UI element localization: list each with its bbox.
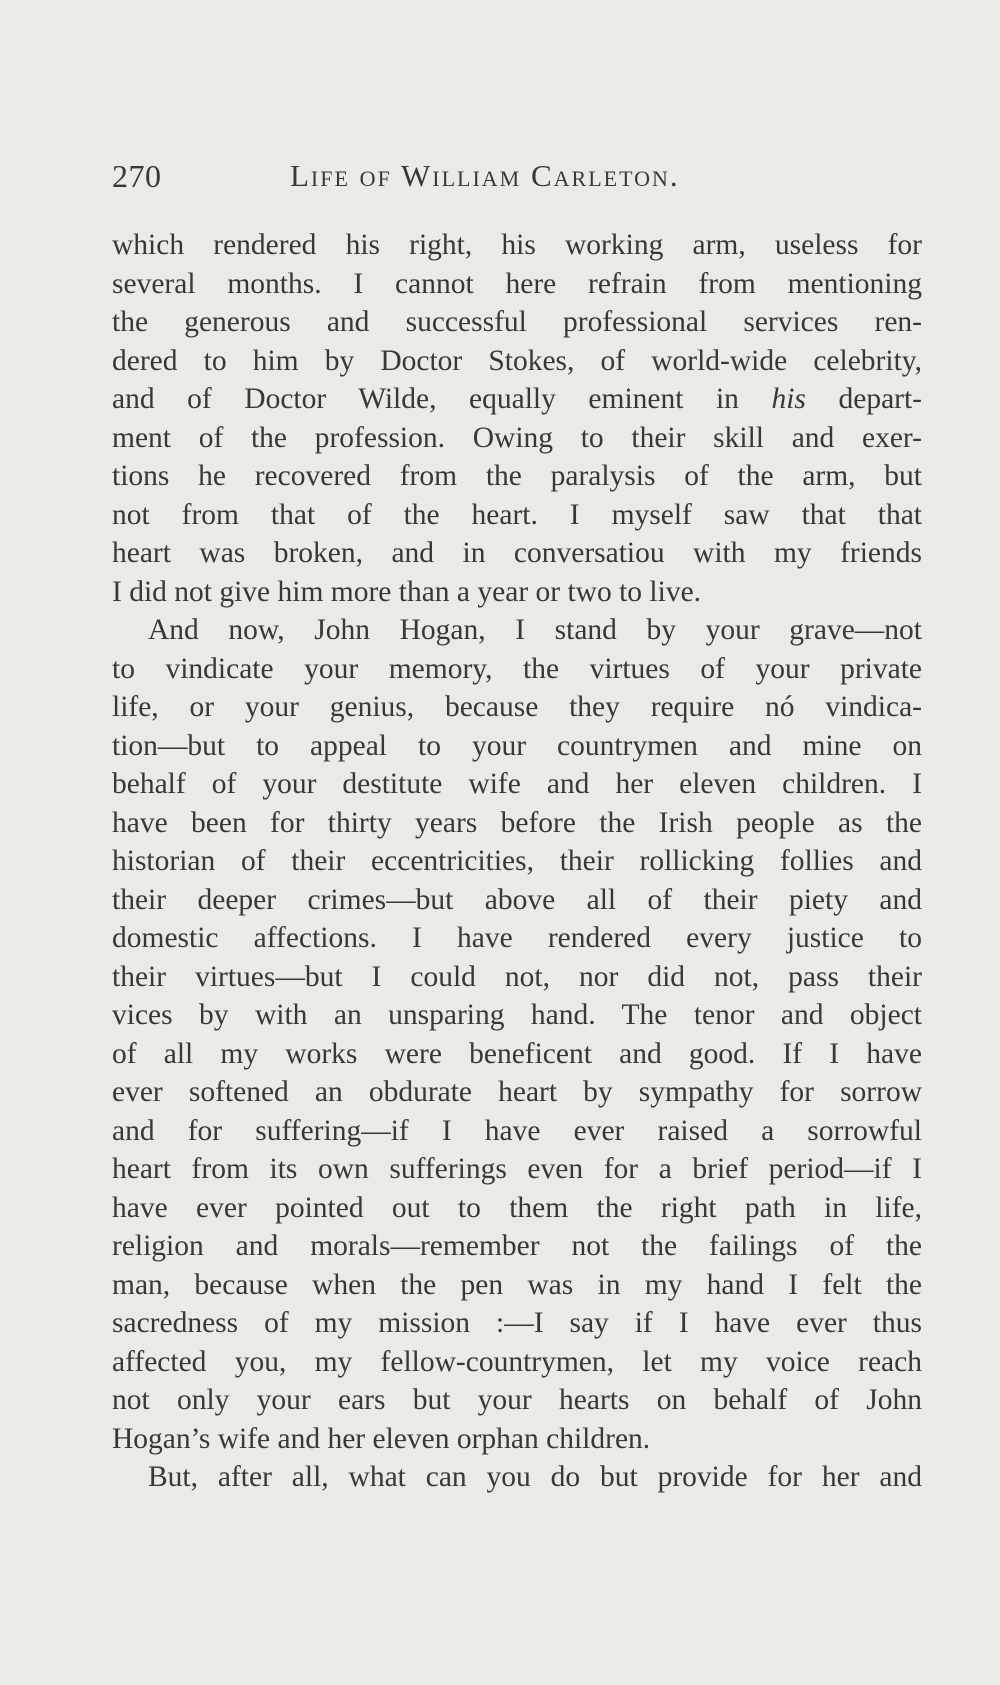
text-line: several months. I cannot here refrain from mentioning — [112, 267, 922, 300]
text-line: tion—but to appeal to your countrymen and mine on — [112, 729, 922, 762]
text-line: have been for thirty years before the Irish people as the — [112, 806, 922, 839]
italic-word: his — [771, 383, 806, 415]
text-line: not from that of the heart. I myself saw that that — [112, 498, 922, 531]
text-line: ment of the profession. Owing to their skill and exer- — [112, 421, 922, 454]
text-line: tions he recovered from the paralysis of the arm, but — [112, 460, 922, 492]
text-line: their deeper crimes—but above all of their piety and — [112, 883, 922, 916]
text-line: I did not give him more than a year or two to live. — [112, 575, 702, 608]
text-line: the generous and successful professional services ren- — [112, 306, 922, 338]
text-line: sacredness of my mission :—I say if I have ever thus — [112, 1307, 922, 1339]
text-line: have ever pointed out to them the right path in life, — [112, 1191, 922, 1224]
text-line: man, because when the pen was in my hand I felt the — [112, 1268, 922, 1301]
text-line: historian of their eccentricities, their rollicking follies and — [112, 845, 922, 877]
text-line: Hogan’s wife and her eleven orphan children. — [112, 1422, 651, 1455]
text-line: religion and morals—remember not the failings of the — [112, 1230, 922, 1262]
text-line: life, or your genius, because they require nó vindica- — [112, 691, 922, 723]
text-line: behalf of your destitute wife and her eleven children. I — [112, 768, 922, 800]
text-line: not only your ears but your hearts on behalf of John — [112, 1384, 922, 1416]
text-line: heart from its own sufferings even for a brief period—if I — [112, 1153, 922, 1185]
text-line: to vindicate your memory, the virtues of your private — [112, 652, 922, 685]
body-text — [112, 226, 922, 1497]
page-number: 270 — [112, 158, 162, 194]
text-line: heart was broken, and in conversatiou with my friends — [112, 537, 922, 569]
text-line: vices by with an unsparing hand. The tenor and object — [112, 999, 922, 1031]
text-line: ever softened an obdurate heart by sympathy for sorrow — [112, 1076, 922, 1108]
text-line: their virtues—but I could not, nor did not, pass their — [112, 960, 922, 993]
text-line: And now, John Hogan, I stand by your grave—not — [148, 614, 922, 646]
page-header — [112, 158, 922, 198]
text-line: which rendered his right, his working arm, useless for — [112, 229, 922, 261]
running-title: Life of William Carleton. — [290, 158, 680, 193]
text-line: domestic affections. I have rendered every justice to — [112, 922, 922, 954]
text-line: and of Doctor Wilde, equally eminent in his depart- — [112, 383, 922, 415]
text-line: of all my works were beneficent and good. If I have — [112, 1037, 922, 1070]
text-line: dered to him by Doctor Stokes, of world-wide celebrity, — [112, 344, 922, 377]
text-line: But, after all, what can you do but provide for her and — [148, 1461, 922, 1493]
text-line: affected you, my fellow-countrymen, let my voice reach — [112, 1345, 922, 1378]
text-line: and for suffering—if I have ever raised a sorrowful — [112, 1114, 922, 1147]
